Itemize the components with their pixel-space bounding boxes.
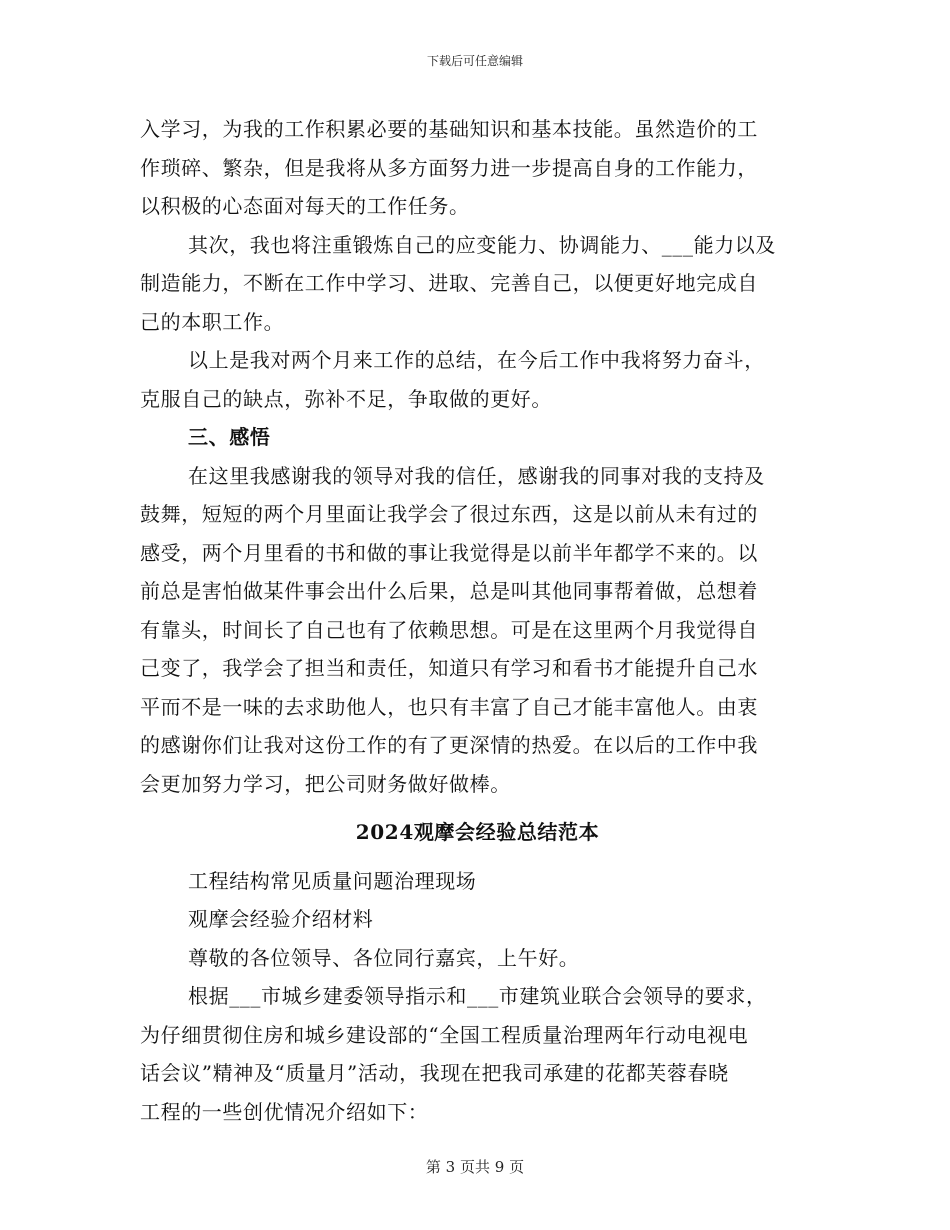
paragraph-line: 制造能力，不断在工作中学习、进取、完善自己，以便更好地完成自 (140, 271, 758, 295)
paragraph-line: 鼓舞，短短的两个月里面让我学会了很过东西，这是以前从未有过的 (140, 502, 758, 526)
paragraph-line: 的感谢你们让我对这份工作的有了更深情的热爱。在以后的工作中我 (140, 733, 758, 757)
paragraph-line: 有靠头，时间长了自己也有了依赖思想。可是在这里两个月我觉得自 (140, 617, 758, 642)
paragraph-line: 会更加努力学习，把公司财务做好做棒。 (140, 771, 511, 796)
page-header: 下载后可任意编辑 (426, 54, 523, 68)
paragraph-line: 克服自己的缺点，弥补不足，争取做的更好。 (140, 386, 552, 411)
document-title: 2024观摩会经验总结范本 (355, 820, 600, 844)
paragraph-line: 以上是我对两个月来工作的总结，在今后工作中我将努力奋斗， (188, 348, 765, 372)
paragraph-line: 工程的一些创优情况介绍如下： (140, 1099, 429, 1124)
paragraph-line: 入学习，为我的工作积累必要的基础知识和基本技能。虽然造价的工 (140, 117, 758, 141)
paragraph-line: 己的本职工作。 (140, 309, 285, 334)
paragraph-line: 根据___市城乡建委领导指示和___市建筑业联合会领导的要求， (188, 984, 767, 1008)
paragraph-line: 尊敬的各位领导、各位同行嘉宾，上午好。 (188, 945, 580, 970)
paragraph-line: 感受，两个月里看的书和做的事让我觉得是以前半年都学不来的。以 (140, 540, 758, 565)
paragraph-line: 为仔细贯彻住房和城乡建设部的“全国工程质量治理两年行动电视电 (140, 1022, 749, 1047)
paragraph-line: 平而不是一味的去求助他人，也只有丰富了自己才能丰富他人。由衷 (140, 694, 758, 719)
paragraph-line: 作琐碎、繁杂，但是我将从多方面努力进一步提高自身的工作能力， (140, 155, 758, 180)
paragraph-line: 观摩会经验介绍材料 (188, 907, 374, 931)
page-footer: 第 3 页共 9 页 (425, 1158, 525, 1176)
paragraph-line: 工程结构常见质量问题治理现场 (188, 868, 477, 893)
paragraph-line: 其次，我也将注重锻炼自己的应变能力、协调能力、___能力以及 (188, 232, 776, 257)
paragraph-line: 在这里我感谢我的领导对我的信任，感谢我的同事对我的支持及 (188, 463, 765, 488)
section-heading: 三、感悟 (188, 425, 271, 449)
document-body (140, 110, 815, 1131)
paragraph-line: 前总是害怕做某件事会出什么后果，总是叫其他同事帮着做，总想着 (140, 579, 758, 603)
paragraph-line: 己变了，我学会了担当和责任，知道只有学习和看书才能提升自己水 (140, 656, 758, 680)
paragraph-line: 话会议”精神及“质量月”活动，我现在把我司承建的花都芙蓉春晓 (140, 1061, 729, 1085)
paragraph-line: 以积极的心态面对每天的工作任务。 (140, 194, 470, 218)
